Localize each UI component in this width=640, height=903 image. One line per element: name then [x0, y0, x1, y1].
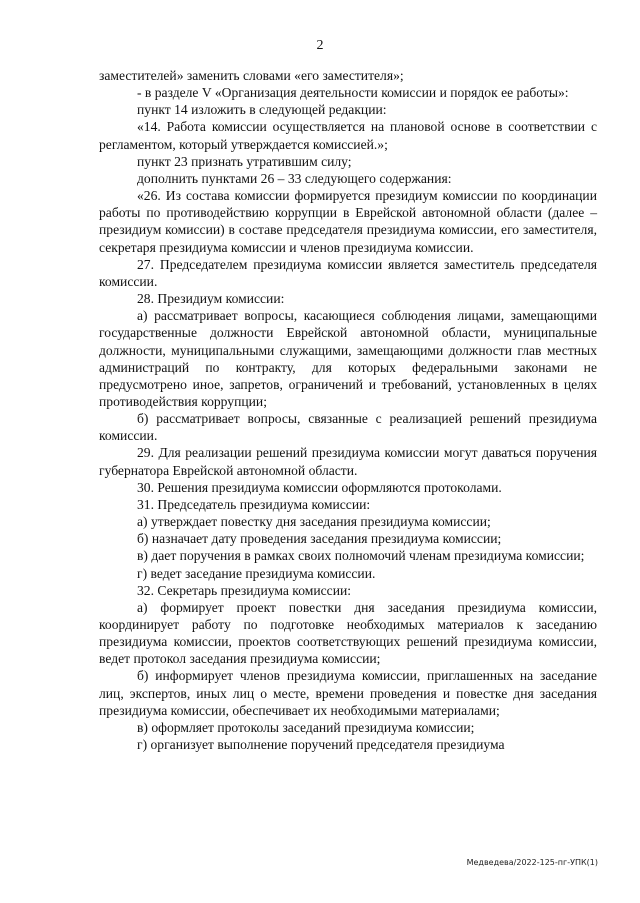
paragraph: «14. Работа комиссии осуществляется на плановой основе в соответствии с регламентом, который утверждается комиссией.»; [99, 119, 597, 152]
paragraph: 29. Для реализации решений президиума комиссии могут даваться поручения губернатора Еврейской автономной области. [99, 445, 597, 478]
footer-reference: Медведева/2022-125-пг-УПК(1) [466, 858, 598, 867]
paragraph: пункт 14 изложить в следующей редакции: [137, 102, 387, 118]
paragraph: б) информирует членов президиума комиссии, приглашенных на заседание лиц, экспертов, иных лиц о месте, времени проведения и повестке дня заседания президиума комиссии, обеспечивает их необходимыми материалами; [99, 668, 597, 718]
paragraph: пункт 23 признать утратившим силу; [137, 153, 352, 169]
paragraph: в) оформляет протоколы заседаний президиума комиссии; [137, 719, 475, 735]
paragraph: «26. Из состава комиссии формируется президиум комиссии по координации работы по противодействию коррупции в Еврейской автономной области (далее – президиум комиссии) в составе председателя президиума комиссии, его заместителя, секретаря президиума комиссии и членов президиума комиссии. [99, 188, 597, 255]
paragraph: г) организует выполнение поручений председателя президиума [137, 737, 505, 753]
document-body [99, 67, 597, 753]
paragraph: в) дает поручения в рамках своих полномочий членам президиума комиссии; [137, 548, 585, 564]
paragraph: г) ведет заседание президиума комиссии. [137, 565, 376, 581]
paragraph: 32. Секретарь президиума комиссии: [137, 582, 352, 598]
paragraph: а) формирует проект повестки дня заседания президиума комиссии, координирует работу по подготовке необходимых материалов к заседанию президиума комиссии, проектов соответствующих решений президиума комиссии, ведет протокол заседания президиума комиссии; [99, 599, 597, 667]
paragraph: 28. Президиум комиссии: [137, 291, 285, 307]
paragraph: а) рассматривает вопросы, касающиеся соблюдения лицами, замещающими государственные должности Еврейской автономной области, муниципальные должности, муниципальными служащими, замещающими должности глав местных администраций по контракту, для которых федеральными законами не предусмотрено иное, запретов, ограничений и требований, установленных в целях противодействия коррупции; [99, 308, 597, 409]
paragraph: б) рассматривает вопросы, связанные с реализацией решений президиума комиссии. [99, 411, 597, 444]
paragraph: дополнить пунктами 26 – 33 следующего содержания: [137, 170, 452, 186]
paragraph: - в разделе V «Организация деятельности комиссии и порядок ее работы»: [137, 85, 569, 101]
paragraph: б) назначает дату проведения заседания президиума комиссии; [137, 531, 502, 547]
paragraph: а) утверждает повестку дня заседания президиума комиссии; [137, 514, 491, 530]
paragraph: заместителей» заменить словами «его заместителя»; [99, 68, 404, 83]
paragraph: 31. Председатель президиума комиссии: [137, 496, 371, 512]
paragraph: 30. Решения президиума комиссии оформляются протоколами. [137, 479, 502, 495]
paragraph: 27. Председателем президиума комиссии является заместитель председателя комиссии. [99, 256, 597, 289]
page-number: 2 [316, 38, 324, 53]
